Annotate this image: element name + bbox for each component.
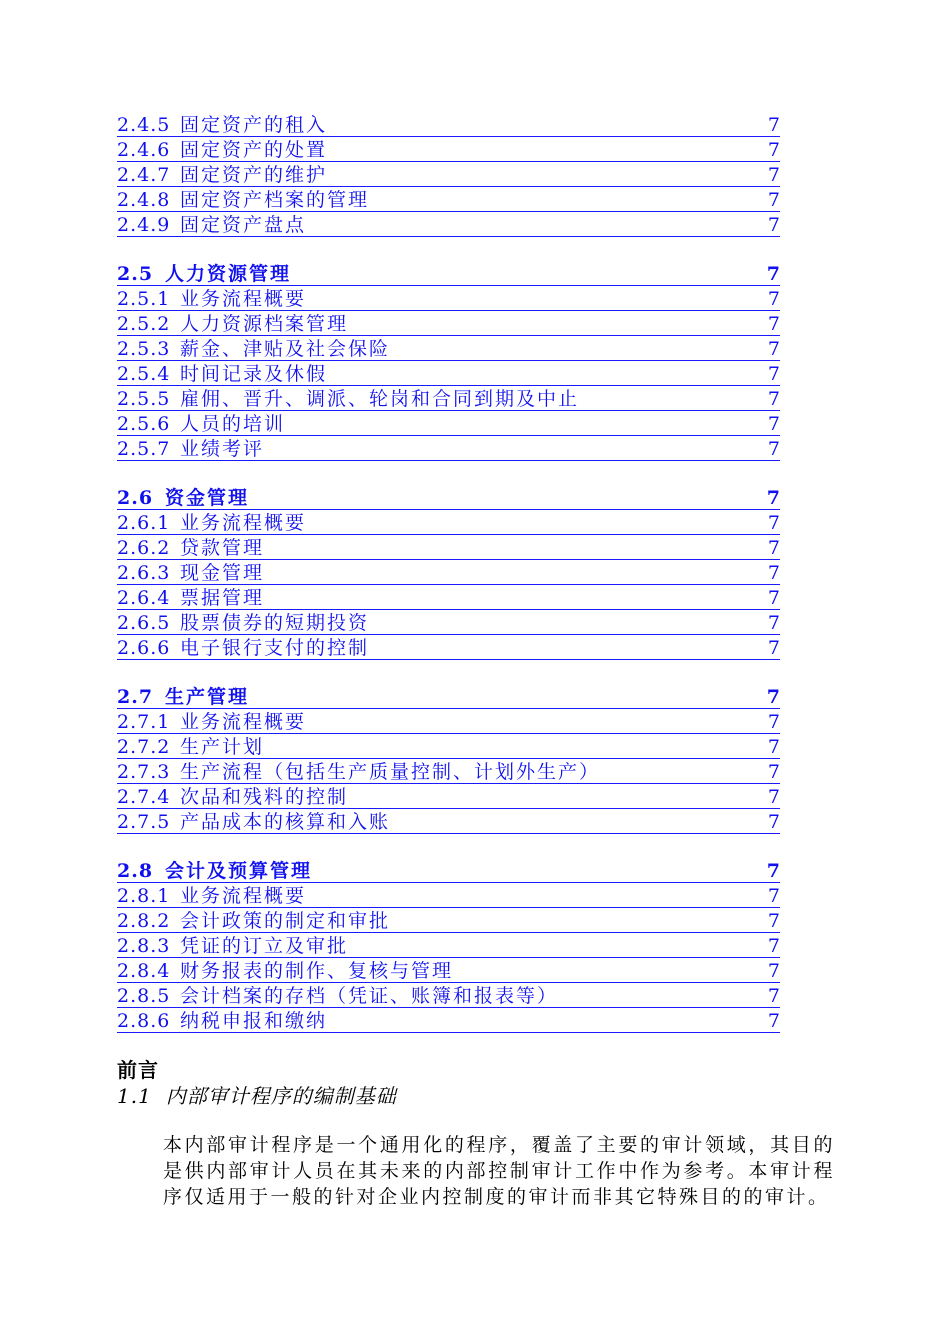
toc-entry-page: 7 [766,860,780,882]
toc-entry-link[interactable] [117,635,780,660]
toc-entry-page: 7 [767,363,780,385]
toc-entry-number: 2.6.2 [117,537,171,559]
toc-entry-link[interactable] [117,411,780,436]
toc-entry-page: 7 [767,637,780,659]
toc-entry-page: 7 [767,164,780,186]
toc-entry-title: 资金管理 [165,487,250,509]
toc-entry-link[interactable] [117,137,780,162]
toc-entry-number: 2.5.5 [117,388,171,410]
toc-entry-page: 7 [766,686,780,708]
toc-entry-page: 7 [767,960,780,982]
toc-entry-page: 7 [767,786,780,808]
toc-entry-title: 股票债券的短期投资 [180,612,370,634]
toc-entry-title: 产品成本的核算和入账 [180,811,391,833]
toc-entry-title: 凭证的订立及审批 [180,935,349,957]
toc-entry-link[interactable] [117,933,780,958]
toc-section-link[interactable] [117,858,780,883]
toc-entry-number: 2.8.6 [117,1010,171,1032]
toc-entry-number: 2.8.4 [117,960,171,982]
toc-group [117,261,780,461]
toc-entry-page: 7 [767,512,780,534]
toc-entry-link[interactable] [117,883,780,908]
toc-entry-title: 人员的培训 [180,413,286,435]
toc-entry-link[interactable] [117,610,780,635]
toc-entry-title: 纳税申报和缴纳 [180,1010,328,1032]
toc-section-link[interactable] [117,684,780,709]
toc-group [117,858,780,1033]
toc-entry-page: 7 [767,761,780,783]
toc-entry-title: 现金管理 [180,562,265,584]
toc-entry-title: 次品和残料的控制 [180,786,349,808]
toc-section-link[interactable] [117,485,780,510]
toc-entry-link[interactable] [117,809,780,834]
toc-entry-link[interactable] [117,908,780,933]
toc-entry-page: 7 [767,214,780,236]
toc-entry-title: 电子银行支付的控制 [180,637,370,659]
toc-group [117,112,780,237]
toc-entry-number: 2.6.4 [117,587,171,609]
toc-entry-title: 业务流程概要 [180,885,307,907]
toc-entry-number: 2.7.2 [117,736,171,758]
toc-entry-title: 业绩考评 [180,438,265,460]
toc-entry-title: 票据管理 [180,587,265,609]
toc-entry-page: 7 [767,711,780,733]
toc-entry-link[interactable] [117,286,780,311]
toc-entry-link[interactable] [117,734,780,759]
toc-entry-page: 7 [767,139,780,161]
toc-entry-number: 2.5.6 [117,413,171,435]
toc-section-link[interactable] [117,261,780,286]
table-of-contents [117,112,780,1033]
preface-heading: 前言 [117,1058,159,1082]
toc-entry-number: 2.4.5 [117,114,171,136]
toc-entry-page: 7 [767,587,780,609]
toc-entry-page: 7 [767,985,780,1007]
toc-entry-link[interactable] [117,336,780,361]
toc-group [117,485,780,660]
toc-entry-number: 2.5 [117,263,154,285]
toc-entry-number: 2.7.1 [117,711,171,733]
section-title: 内部审计程序的编制基础 [165,1084,397,1108]
toc-entry-page: 7 [767,189,780,211]
toc-entry-title: 贷款管理 [180,537,265,559]
toc-entry-link[interactable] [117,709,780,734]
toc-entry-number: 2.8.1 [117,885,171,907]
toc-entry-number: 2.5.2 [117,313,171,335]
toc-entry-title: 薪金、津贴及社会保险 [180,338,391,360]
toc-entry-page: 7 [767,288,780,310]
toc-entry-title: 财务报表的制作、复核与管理 [180,960,454,982]
toc-entry-number: 2.5.3 [117,338,171,360]
toc-entry-link[interactable] [117,510,780,535]
toc-entry-number: 2.6.1 [117,512,171,534]
toc-entry-page: 7 [767,388,780,410]
toc-entry-title: 业务流程概要 [180,512,307,534]
toc-entry-number: 2.8.5 [117,985,171,1007]
section-number: 1.1 [117,1084,152,1108]
toc-entry-number: 2.4.8 [117,189,171,211]
toc-entry-number: 2.5.1 [117,288,171,310]
toc-entry-number: 2.6.5 [117,612,171,634]
toc-entry-link[interactable] [117,585,780,610]
toc-entry-page: 7 [767,438,780,460]
toc-entry-number: 2.4.9 [117,214,171,236]
toc-entry-title: 会计档案的存档（凭证、账簿和报表等） [180,985,559,1007]
toc-entry-title: 固定资产的维护 [180,164,328,186]
toc-entry-title: 会计及预算管理 [165,860,313,882]
toc-entry-number: 2.7.5 [117,811,171,833]
toc-entry-title: 固定资产的租入 [180,114,328,136]
toc-entry-number: 2.7.4 [117,786,171,808]
toc-entry-title: 业务流程概要 [180,288,307,310]
toc-entry-title: 固定资产的处置 [180,139,328,161]
toc-entry-title: 固定资产档案的管理 [180,189,370,211]
toc-entry-link[interactable] [117,187,780,212]
toc-entry-link[interactable] [117,212,780,237]
toc-entry-page: 7 [767,935,780,957]
section-heading [117,1083,397,1109]
toc-entry-page: 7 [767,736,780,758]
toc-entry-number: 2.8 [117,860,154,882]
toc-entry-page: 7 [767,413,780,435]
toc-group [117,684,780,834]
toc-entry-page: 7 [767,811,780,833]
toc-entry-title: 业务流程概要 [180,711,307,733]
toc-entry-page: 7 [766,487,780,509]
toc-entry-link[interactable] [117,983,780,1008]
toc-entry-link[interactable] [117,560,780,585]
toc-entry-link[interactable] [117,436,780,461]
toc-entry-title: 生产流程（包括生产质量控制、计划外生产） [180,761,601,783]
toc-entry-title: 雇佣、晋升、调派、轮岗和合同到期及中止 [180,388,580,410]
toc-entry-link[interactable] [117,311,780,336]
toc-entry-title: 会计政策的制定和审批 [180,910,391,932]
toc-entry-number: 2.5.7 [117,438,171,460]
toc-entry-number: 2.7 [117,686,154,708]
toc-entry-title: 生产计划 [180,736,265,758]
toc-entry-link[interactable] [117,162,780,187]
toc-entry-number: 2.5.4 [117,363,171,385]
toc-entry-number: 2.6.6 [117,637,171,659]
toc-entry-number: 2.4.6 [117,139,171,161]
toc-entry-page: 7 [767,885,780,907]
toc-entry-title: 固定资产盘点 [180,214,307,236]
toc-entry-page: 7 [767,910,780,932]
toc-entry-link[interactable] [117,361,780,386]
toc-entry-title: 时间记录及休假 [180,363,328,385]
toc-entry-number: 2.8.2 [117,910,171,932]
body-paragraph: 本内部审计程序是一个通用化的程序，覆盖了主要的审计领域，其目的是供内部审计人员在其未来的内部控制审计工作中作为参考。本审计程序仅适用于一般的针对企业内控制度的审计而非其它特殊目的的审计。 [163,1134,835,1208]
toc-entry-link[interactable] [117,759,780,784]
toc-entry-page: 7 [766,263,780,285]
toc-entry-number: 2.4.7 [117,164,171,186]
toc-entry-title: 人力资源管理 [165,263,292,285]
toc-entry-page: 7 [767,338,780,360]
toc-entry-number: 2.7.3 [117,761,171,783]
toc-entry-title: 人力资源档案管理 [180,313,349,335]
toc-entry-number: 2.8.3 [117,935,171,957]
toc-entry-link[interactable] [117,1008,780,1033]
toc-entry-page: 7 [767,562,780,584]
toc-entry-page: 7 [767,612,780,634]
toc-entry-page: 7 [767,1010,780,1032]
toc-entry-title: 生产管理 [165,686,250,708]
toc-entry-page: 7 [767,313,780,335]
toc-entry-link[interactable] [117,535,780,560]
toc-entry-number: 2.6.3 [117,562,171,584]
toc-entry-link[interactable] [117,386,780,411]
toc-entry-page: 7 [767,537,780,559]
toc-entry-number: 2.6 [117,487,154,509]
toc-entry-link[interactable] [117,112,780,137]
toc-entry-page: 7 [767,114,780,136]
toc-entry-link[interactable] [117,958,780,983]
toc-entry-link[interactable] [117,784,780,809]
